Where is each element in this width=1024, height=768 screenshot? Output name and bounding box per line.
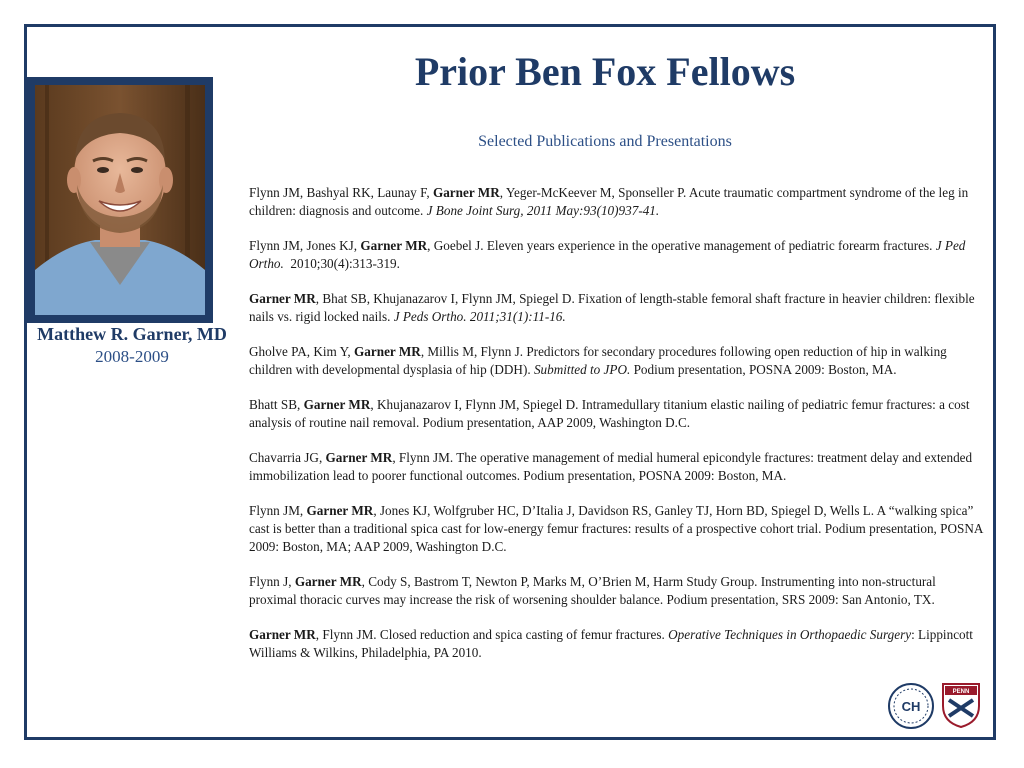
- publication-list: [249, 184, 984, 679]
- pub-highlight-author: Garner MR: [294, 574, 362, 589]
- pub-text: , Flynn JM. Closed reduction and spica casting of femur fractures.: [315, 627, 669, 642]
- pub-highlight-author: Garner MR: [432, 185, 500, 200]
- publication-item: [249, 449, 984, 485]
- publication-item: [249, 396, 984, 432]
- pub-text: , Flynn JM. The operative management of medial humeral epicondyle fractures: treatment delay and extended immobilization lead to poorer functional outcomes. Podium presentation, POSNA 2009: Boston, MA.: [249, 450, 973, 483]
- fellow-name: Matthew R. Garner, MD: [37, 324, 227, 344]
- publication-item: [249, 290, 984, 326]
- chop-logo-text: CH: [901, 699, 921, 714]
- pub-text: , Khujanazarov I, Flynn JM, Spiegel D. Intramedullary titanium elastic nailing of pediatric femur fractures: a cost analysis of routine nail removal. Podium presentation, AAP 2009, Washington D.C.: [249, 397, 970, 430]
- pub-authors-before: Gholve PA, Kim Y,: [249, 344, 355, 359]
- pub-authors-before: Flynn JM,: [249, 503, 307, 518]
- pub-text: , Jones KJ, Wolfgruber HC, D’Italia J, Davidson RS, Ganley TJ, Horn BD, Spiegel D, Wells L. A “walking spica” cast is better than a traditional spica cast for low-energy femur fractures: results of a prospective cohort trial. Podium presentation, POSNA 2009: Boston, MA; AAP 2009, Washington D.C.: [249, 503, 983, 554]
- pub-highlight-author: Garner MR: [306, 503, 374, 518]
- fellow-years: 2008-2009: [95, 347, 169, 366]
- pub-highlight-author: Garner MR: [325, 450, 393, 465]
- pub-tail: Podium presentation, POSNA 2009: Boston, MA.: [630, 362, 897, 377]
- pub-authors-before: Bhatt SB,: [249, 397, 304, 412]
- publication-item: [249, 237, 984, 273]
- publication-item: [249, 573, 984, 609]
- pub-text: , Bhat SB, Khujanazarov I, Flynn JM, Spiegel D. Fixation of length-stable femoral shaft fracture in heavier children: flexible nails vs. rigid locked nails.: [249, 291, 975, 324]
- pub-highlight-author: Garner MR: [360, 238, 428, 253]
- chop-logo: [888, 683, 934, 729]
- penn-logo-text: PENN: [952, 689, 970, 695]
- pub-journal: J Peds Ortho. 2011;31(1):11-16.: [393, 309, 566, 324]
- pub-journal: Submitted to JPO.: [533, 362, 631, 377]
- pub-text: , Cody S, Bastrom T, Newton P, Marks M, O’Brien M, Harm Study Group. Instrumenting into non-structural proximal thoracic curves may increase the risk of worsening shoulder balance. Podium presentation, SRS 2009: San Antonio, TX.: [249, 574, 936, 607]
- pub-journal: J Ped Ortho.: [249, 238, 966, 271]
- pub-text: , Yeger-McKeever M, Sponseller P. Acute traumatic compartment syndrome of the leg in children: diagnosis and outcome.: [249, 185, 969, 218]
- pub-authors-before: Chavarria JG,: [249, 450, 326, 465]
- pub-text: , Goebel J. Eleven years experience in the operative management of pediatric forearm fractures.: [427, 238, 936, 253]
- penn-shield-logo: [941, 682, 981, 728]
- page-subtitle: Selected Publications and Presentations: [478, 133, 732, 150]
- publication-item: [249, 184, 984, 220]
- publication-item: [249, 343, 984, 379]
- pub-authors-before: Flynn J,: [249, 574, 295, 589]
- pub-authors-before: Flynn JM, Jones KJ,: [249, 238, 361, 253]
- pub-tail: : Lippincott Williams & Wilkins, Philadelphia, PA 2010.: [249, 627, 973, 660]
- pub-text: , Millis M, Flynn J. Predictors for secondary procedures following open reduction of hip in walking children with developmental dysplasia of hip (DDH).: [249, 344, 947, 377]
- publication-item: [249, 502, 984, 556]
- pub-tail: 2010;30(4):313-319.: [283, 256, 400, 271]
- pub-highlight-author: Garner MR: [354, 344, 421, 359]
- pub-journal: J Bone Joint Surg, 2011 May:93(10)937-41.: [426, 203, 660, 218]
- pub-journal: Operative Techniques in Orthopaedic Surgery: [668, 627, 912, 642]
- pub-authors-before: Flynn JM, Bashyal RK, Launay F,: [249, 185, 433, 200]
- fellow-photo: [27, 77, 213, 323]
- pub-highlight-author: Garner MR: [249, 291, 316, 306]
- pub-highlight-author: Garner MR: [249, 627, 316, 642]
- publication-item: [249, 626, 984, 662]
- fellow-portrait-image: [35, 85, 205, 315]
- pub-highlight-author: Garner MR: [303, 397, 371, 412]
- page-title: Prior Ben Fox Fellows: [414, 49, 796, 94]
